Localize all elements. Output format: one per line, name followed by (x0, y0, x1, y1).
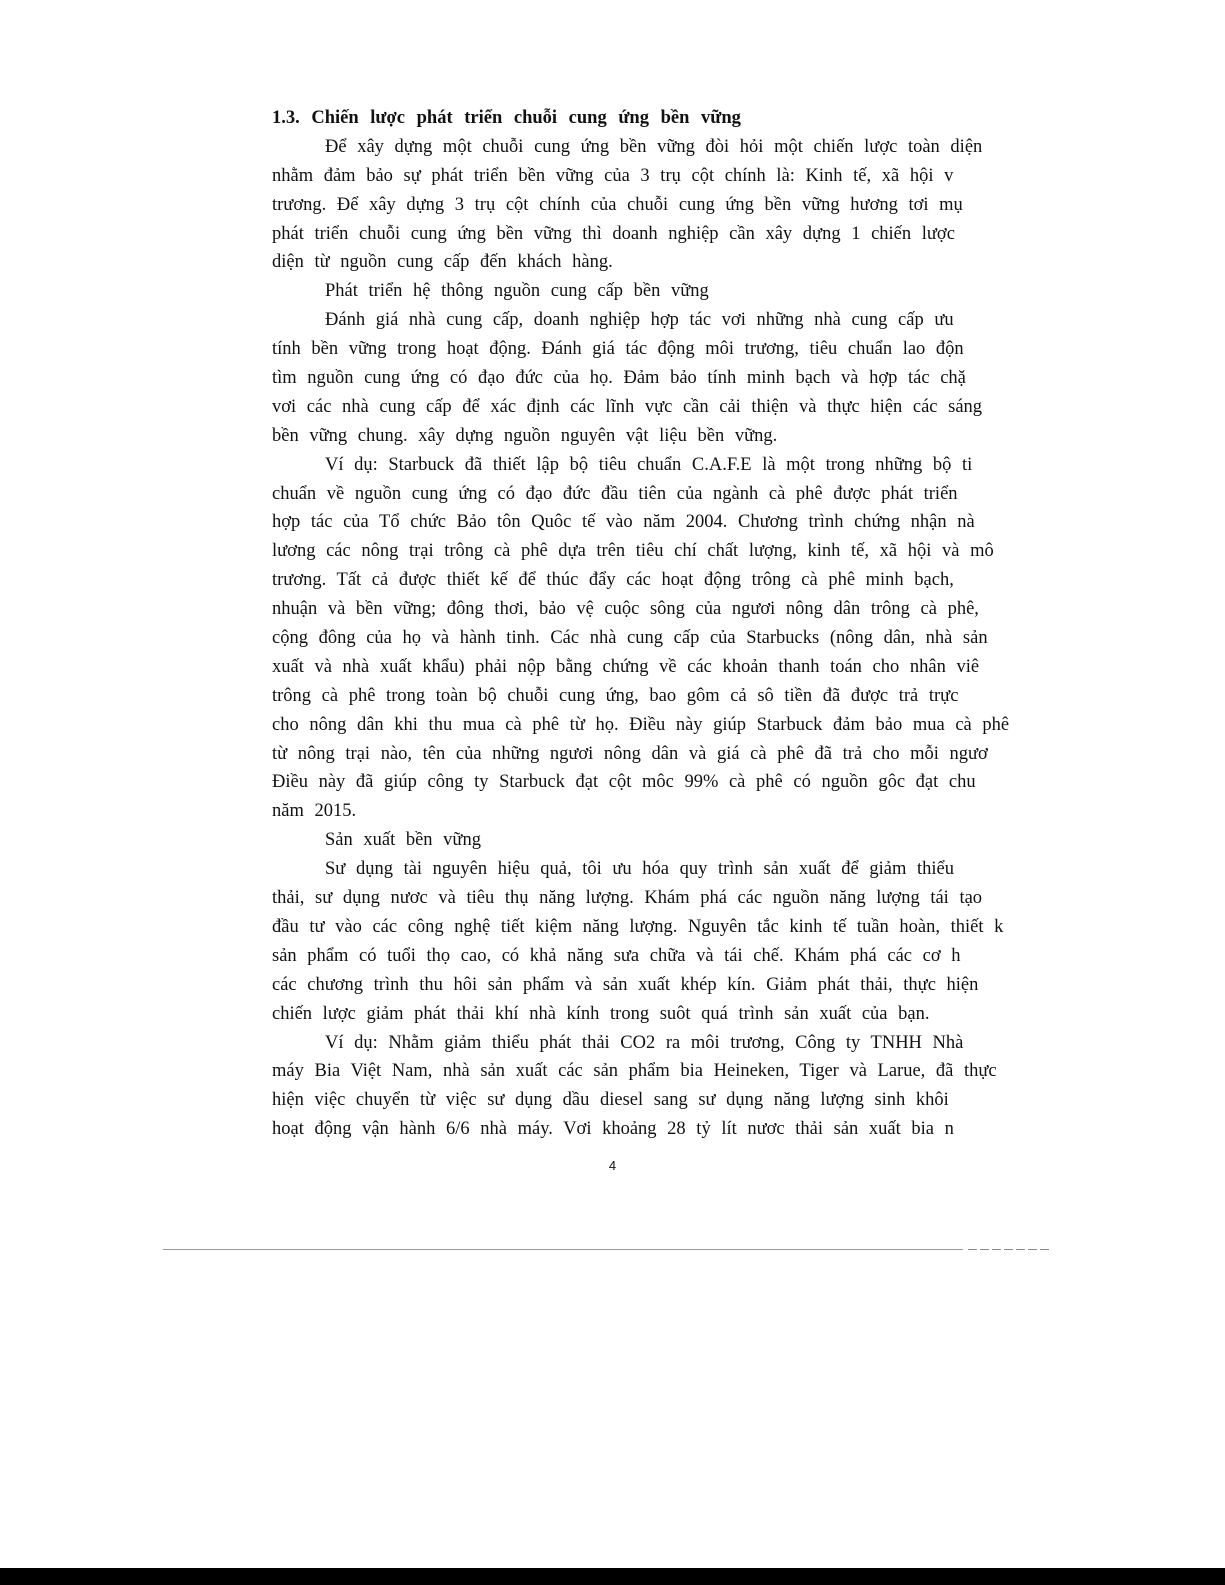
text-line: chuẩn về nguồn cung ứng có đạo đức đầu tiên của ngành cà phê được phát triển (272, 483, 958, 504)
text-line: trương. Để xây dựng 3 trụ cột chính của chuỗi cung ứng bền vững hương tơi mụ (272, 194, 963, 215)
text-line: Ví dụ: Starbuck đã thiết lập bộ tiêu chuẩn C.A.F.E là một trong những bộ ti (325, 454, 973, 475)
text-line: hoạt động vận hành 6/6 nhà máy. Vơi khoảng 28 tỷ lít nươc thải sản xuất bia n (272, 1119, 954, 1140)
bottom-bar (0, 1568, 1225, 1585)
text-line: nhuận và bền vững; đông thơi, bảo vệ cuộc sông của ngươi nông dân trông cà phê, (272, 599, 979, 620)
text-line: hiện việc chuyển từ việc sư dụng dầu diesel sang sư dụng năng lượng sinh khôi (272, 1090, 949, 1111)
text-line: Phát triển hệ thông nguồn cung cấp bền vững (325, 281, 709, 302)
text-line: máy Bia Việt Nam, nhà sản xuất các sản phẩm bia Heineken, Tiger và Larue, đã thực (272, 1061, 997, 1082)
page-separator-dashed (968, 1249, 1052, 1250)
text-line: xuất và nhà xuất khẩu) phải nộp bằng chứng về các khoản thanh toán cho nhân viê (272, 656, 980, 677)
paragraph-lines (272, 133, 1062, 1144)
section-heading: 1.3. Chiến lược phát triển chuỗi cung ứng bền vững (272, 108, 741, 128)
text-line: sản phẩm có tuổi thọ cao, có khả năng sưa chữa và tái chế. Khám phá các cơ h (272, 945, 961, 966)
text-line: lương các nông trại trông cà phê dựa trên tiêu chí chất lượng, kinh tế, xã hội và mô (272, 541, 994, 562)
text-line: Sư dụng tài nguyên hiệu quả, tôi ưu hóa quy trình sản xuất để giảm thiểu (325, 859, 954, 880)
text-line: từ nông trại nào, tên của những ngươi nông dân và giá cà phê đã trả cho mỗi ngươ (272, 743, 988, 764)
page-body (272, 104, 1062, 1144)
text-line: tính bền vững trong hoạt động. Đánh giá tác động môi trương, tiêu chuẩn lao độn (272, 339, 964, 360)
text-line: bền vững chung. xây dựng nguồn nguyên vật liệu bền vững. (272, 425, 778, 446)
text-line: Sản xuất bền vững (325, 830, 481, 851)
text-line: đầu tư vào các công nghệ tiết kiệm năng lượng. Nguyên tắc kinh tế tuần hoàn, thiết k (272, 916, 1004, 937)
text-line: diện từ nguồn cung cấp đến khách hàng. (272, 252, 613, 273)
text-line: cộng đông của họ và hành tinh. Các nhà cung cấp của Starbucks (nông dân, nhà sản (272, 628, 988, 649)
text-line: Đánh giá nhà cung cấp, doanh nghiệp hợp tác vơi những nhà cung cấp ưu (325, 310, 954, 331)
text-line: Ví dụ: Nhằm giảm thiểu phát thải CO2 ra môi trương, Công ty TNHH Nhà (325, 1032, 964, 1053)
text-line: các chương trình thu hôi sản phẩm và sản xuất khép kín. Giảm phát thải, thực hiện (272, 974, 979, 995)
text-line: Điều này đã giúp công ty Starbuck đạt cột môc 99% cà phê có nguồn gôc đạt chu (272, 772, 976, 793)
text-line: thải, sư dụng nươc và tiêu thụ năng lượng. Khám phá các nguồn năng lượng tái tạo (272, 888, 983, 909)
page-number: 4 (608, 1158, 617, 1173)
text-line: trông cà phê trong toàn bộ chuỗi cung ứng, bao gôm cả sô tiền đã được trả trực (272, 685, 959, 706)
text-line: trương. Tất cả được thiết kế để thúc đẩy các hoạt động trông cà phê minh bạch, (272, 570, 954, 591)
text-line: phát triển chuỗi cung ứng bền vững thì doanh nghiệp cần xây dựng 1 chiến lược (272, 223, 955, 244)
text-line: Để xây dựng một chuỗi cung ứng bền vững đòi hỏi một chiến lược toàn diện (325, 136, 983, 157)
text-line: cho nông dân khi thu mua cà phê từ họ. Điều này giúp Starbuck đảm bảo mua cà phê (272, 714, 1010, 735)
text-line: chiến lược giảm phát thải khí nhà kính trong suôt quá trình sản xuất của bạn. (272, 1003, 930, 1024)
text-line: năm 2015. (272, 801, 357, 822)
text-line: nhằm đảm bảo sự phát triển bền vững của 3 trụ cột chính là: Kinh tế, xã hội v (272, 165, 954, 186)
text-line: tìm nguồn cung ứng có đạo đức của họ. Đảm bảo tính minh bạch và hợp tác chặ (272, 368, 966, 389)
text-line: hợp tác của Tổ chức Bảo tôn Quôc tế vào năm 2004. Chương trình chứng nhận nà (272, 512, 975, 533)
page-separator (163, 1249, 963, 1250)
text-line: vơi các nhà cung cấp để xác định các lĩnh vực cần cải thiện và thực hiện các sáng (272, 396, 983, 417)
